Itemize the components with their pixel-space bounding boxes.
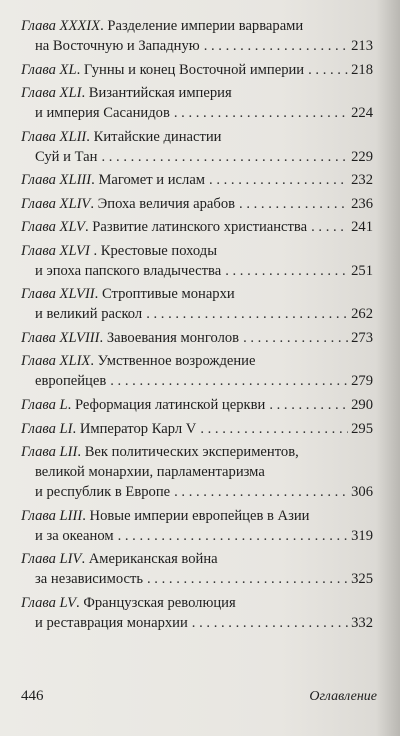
toc-entry-text: за независимость [35, 571, 143, 588]
dot-leader [192, 613, 348, 633]
toc-entry [21, 506, 373, 546]
dot-leader [225, 261, 348, 281]
dot-leader [146, 304, 348, 324]
toc-entry-continuation-line [21, 613, 373, 633]
toc-entry [21, 16, 373, 56]
toc-entry-continuation-line [21, 304, 373, 324]
toc-entry-page-number: 236 [351, 195, 373, 212]
toc-entry-continuation-line [21, 526, 373, 546]
toc-entry [21, 549, 373, 589]
toc-entry-text: и реставрация монархии [35, 614, 188, 631]
toc-entry-title-line [21, 194, 373, 214]
toc-entry-text: Глава XLVIII. Завоевания монголов [21, 329, 240, 346]
toc-entry-text: Глава XLII. Китайские династии [21, 128, 222, 145]
toc-entry-text: Глава XXXIX. Разделение империи варварами [21, 18, 304, 34]
toc-entry [21, 241, 373, 281]
toc-entry-title-line [21, 395, 373, 415]
page-footer [21, 688, 377, 705]
dot-leader [110, 371, 348, 391]
toc-entry-title-line [21, 549, 373, 569]
toc-entry-text: Глава XLVII. Строптивые монархи [21, 286, 235, 303]
dot-leader [269, 395, 348, 415]
toc-entry-page-number: 306 [351, 484, 373, 501]
toc-entry [21, 217, 373, 237]
dot-leader [311, 217, 348, 237]
toc-entry-continuation-line [21, 482, 373, 502]
toc-entry [21, 170, 373, 190]
dot-leader [209, 170, 348, 190]
toc-entry-title-line [21, 127, 373, 147]
toc-entry [21, 351, 373, 391]
toc-entry-title-line [21, 442, 373, 462]
dot-leader [243, 328, 348, 348]
toc-entry-text: и за океаном [35, 527, 114, 544]
toc-entry-title-line [21, 593, 373, 613]
toc-entry-continuation-line [21, 462, 373, 482]
toc-entry-continuation-line [21, 147, 373, 167]
toc-entry-page-number: 279 [351, 373, 373, 390]
dot-leader [200, 419, 348, 439]
table-of-contents [21, 16, 373, 636]
toc-entry [21, 395, 373, 415]
toc-entry-continuation-line [21, 103, 373, 123]
toc-entry-text: Глава L. Реформация латинской церкви [21, 397, 266, 414]
toc-entry-title-line [21, 284, 373, 304]
toc-entry-continuation-line [21, 36, 373, 56]
toc-entry [21, 127, 373, 167]
toc-entry-text: Глава LII. Век политических экспериментов, [21, 444, 299, 461]
toc-entry-text: Глава XLI. Византийская империя [21, 85, 232, 102]
toc-entry-page-number: 218 [351, 61, 373, 78]
toc-entry-text: и великий раскол [35, 306, 143, 323]
toc-entry-page-number: 325 [351, 571, 373, 588]
toc-entry-text: Суй и Тан [35, 148, 98, 165]
toc-entry-text: и эпоха папского владычества [35, 262, 222, 279]
toc-entry [21, 60, 373, 80]
toc-entry-title-line [21, 506, 373, 526]
dot-leader [239, 194, 348, 214]
toc-entry-title-line [21, 419, 373, 439]
toc-entry-continuation-line [21, 371, 373, 391]
toc-entry-text: Глава LIV. Американская война [21, 551, 218, 568]
toc-entry-text: на Восточную и Западную [35, 38, 200, 54]
toc-entry-title-line [21, 328, 373, 348]
toc-entry-page-number: 241 [351, 219, 373, 236]
toc-entry-continuation-line [21, 569, 373, 589]
toc-entry-text: Глава XLIX. Умственное возрождение [21, 353, 256, 370]
toc-entry-text: Глава LIII. Новые империи европейцев в Азии [21, 507, 310, 524]
toc-entry-title-line [21, 16, 373, 36]
dot-leader [174, 103, 348, 123]
toc-entry-page-number: 213 [351, 38, 373, 54]
toc-entry-page-number: 290 [351, 397, 373, 414]
toc-entry [21, 328, 373, 348]
toc-entry-text: Глава LI. Император Карл V [21, 420, 197, 437]
toc-entry-text: Глава LV. Французская революция [21, 594, 236, 611]
toc-entry-title-line [21, 60, 373, 80]
toc-entry-text: Глава XL. Гунны и конец Восточной империи [21, 61, 305, 78]
toc-entry-page-number: 332 [351, 614, 373, 631]
toc-entry-page-number: 295 [351, 420, 373, 437]
toc-entry-page-number: 251 [351, 262, 373, 279]
toc-entry-page-number: 229 [351, 148, 373, 165]
toc-entry-text: Глава XLIII. Магомет и ислам [21, 172, 206, 189]
toc-entry-title-line [21, 217, 373, 237]
toc-entry-text: и империя Сасанидов [35, 105, 170, 122]
toc-entry-continuation-line [21, 261, 373, 281]
toc-entry-page-number: 319 [351, 527, 373, 544]
toc-entry-title-line [21, 351, 373, 371]
toc-entry-text: великой монархии, парламентаризма [35, 464, 265, 481]
dot-leader [101, 147, 348, 167]
toc-entry [21, 194, 373, 214]
footer-section-label: Оглавление [309, 689, 377, 704]
toc-entry-text: Глава XLV. Развитие латинского христианства [21, 219, 308, 236]
dot-leader [118, 526, 349, 546]
dot-leader [204, 36, 348, 56]
toc-entry-text: Глава XLVI . Крестовые походы [21, 242, 218, 259]
dot-leader [174, 482, 348, 502]
dot-leader [147, 569, 348, 589]
toc-entry-title-line [21, 170, 373, 190]
toc-entry-page-number: 273 [351, 329, 373, 346]
toc-entry-text: и республик в Европе [35, 484, 171, 501]
toc-entry-text: Глава XLIV. Эпоха величия арабов [21, 195, 236, 212]
dot-leader [308, 60, 348, 80]
toc-entry-page-number: 262 [351, 306, 373, 323]
toc-entry-title-line [21, 241, 373, 261]
footer-page-number: 446 [21, 688, 44, 704]
toc-entry [21, 419, 373, 439]
toc-entry [21, 83, 373, 123]
toc-entry-page-number: 224 [351, 105, 373, 122]
toc-entry-page-number: 232 [351, 172, 373, 189]
toc-entry-text: европейцев [35, 373, 107, 390]
toc-entry [21, 284, 373, 324]
toc-entry [21, 593, 373, 633]
toc-entry-title-line [21, 83, 373, 103]
toc-entry [21, 442, 373, 502]
